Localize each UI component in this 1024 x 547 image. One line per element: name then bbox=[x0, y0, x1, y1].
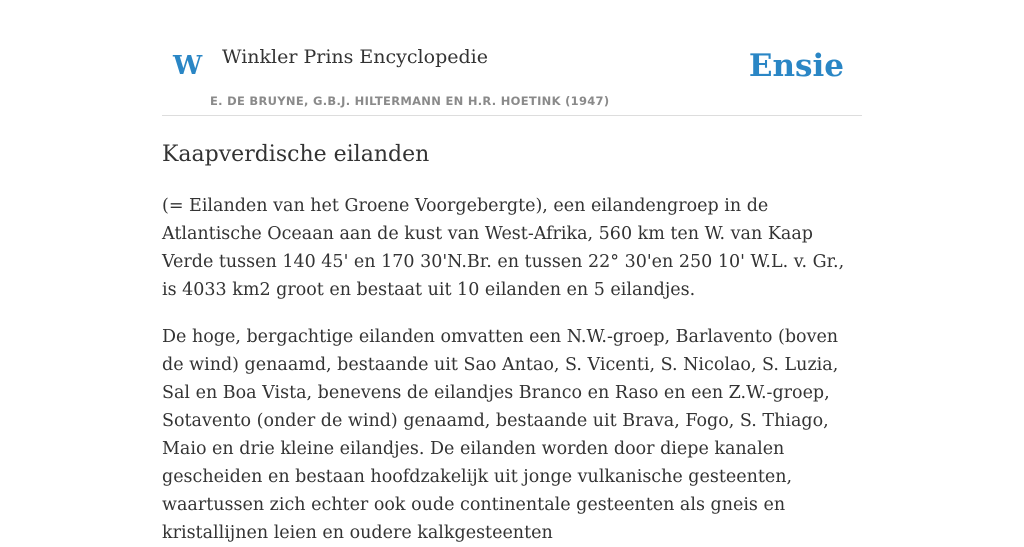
site-header bbox=[162, 0, 862, 116]
article-paragraph: De hoge, bergachtige eilanden omvatten een N.W.-groep, Barlavento (boven de wind) genaamd, bestaande uit Sao Antao, S. Vicenti, S. Nicolao, S. Luzia, Sal en Boa Vista, benevens de eilandjes Branco en Raso en een Z.W.-groep, Sotavento (onder de wind) genaamd, bestaande uit Brava, Fogo, S. Thiago, Maio en drie kleine eilandjes. De eilanden worden door diepe kanalen gescheiden en bestaan hoofdzakelijk uit jonge vulkanische gesteenten, waartussen zich echter ook oude continentale gesteenten als gneis en kristallijnen leien en oudere kalkgesteenten bbox=[162, 327, 839, 544]
publication-authors: E. DE BRUYNE, G.B.J. HILTERMANN EN H.R. HOETINK (1947) bbox=[210, 94, 610, 108]
ensie-logo[interactable]: Ensie bbox=[748, 48, 844, 84]
page bbox=[162, 0, 862, 547]
winkler-prins-logo[interactable]: W bbox=[173, 51, 203, 81]
article-paragraph: (= Eilanden van het Groene Voorgebergte), een eilandengroep in de Atlantische Oceaan aan de kust van West-Afrika, 560 km ten W. van Kaap Verde tussen 140 45' en 170 30'N.Br. en tussen 22° 30'en 250 10' W.L. v. Gr., is 4033 km2 groot en bestaat uit 10 eilanden en 5 eilandjes. bbox=[162, 196, 845, 301]
article bbox=[162, 142, 862, 547]
article-title: Kaapverdische eilanden bbox=[162, 142, 430, 167]
publication-title[interactable]: Winkler Prins Encyclopedie bbox=[222, 46, 488, 68]
